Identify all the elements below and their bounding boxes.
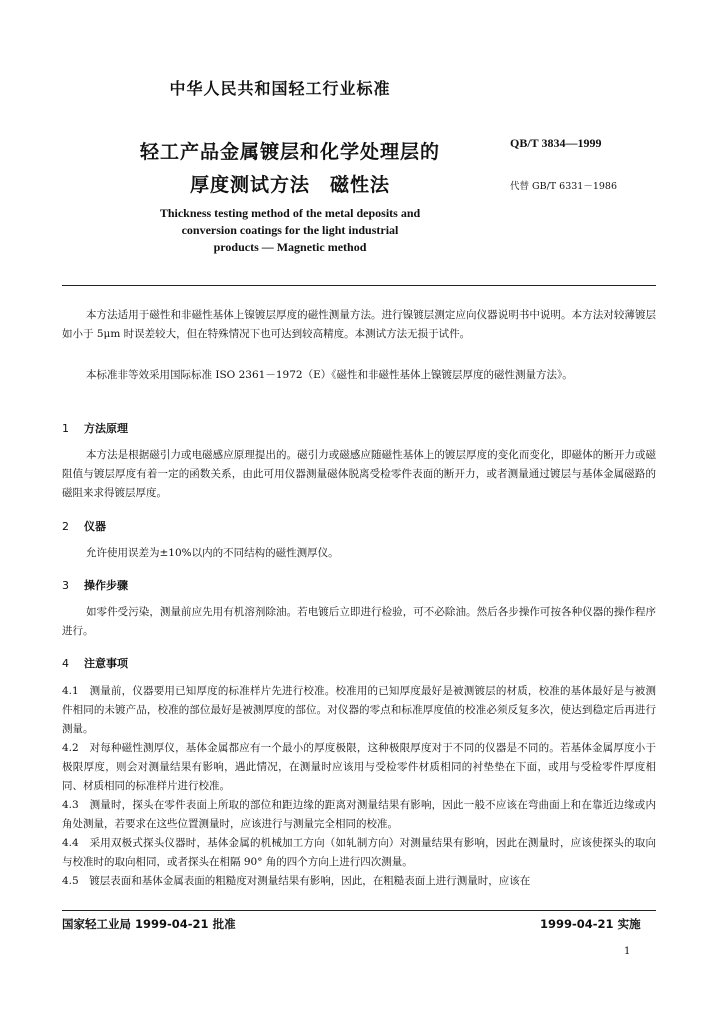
section-heading-3 xyxy=(62,577,128,593)
section-number: 2 xyxy=(62,520,69,533)
section-heading-2 xyxy=(62,518,106,534)
section-1-paragraph: 本方法是根据磁引力或电磁感应原理提出的。磁引力或磁感应随磁性基体上的镀层厚度的变化而变化，即磁体的断开力或磁阻值与镀层厚度有着一定的函数关系，由此可用仪器测量磁体脱离受检零件表面的断开力，或者测量通过镀层与基体金属磁路的磁阻来求得镀层厚度。 xyxy=(62,449,656,499)
intro-paragraph-2: 本标准非等效采用国际标准 ISO 2361－1972（E）《磁性和非磁性基体上镍镀层厚度的磁性测量方法》。 xyxy=(86,369,573,381)
section-heading-4 xyxy=(62,655,128,671)
english-title-line-1: Thickness testing method of the metal deposits and xyxy=(159,206,421,220)
footer-divider xyxy=(62,910,656,911)
section-number: 4 xyxy=(62,657,69,670)
section-title: 仪器 xyxy=(84,520,106,533)
header-divider xyxy=(62,285,656,286)
section-title: 操作步骤 xyxy=(84,579,128,592)
clause-4-3: 4.3 测量时，探头在零件表面上所取的部位和距边缘的距离对测量结果有影响，因此一般不应该在弯曲面上和在靠近边缘或内角处测量，若要求在这些位置测量时，应该进行与测量完全相同的校准。 xyxy=(62,799,656,830)
section-title: 方法原理 xyxy=(84,422,128,435)
clause-4-1: 4.1 测量前，仪器要用已知厚度的标准样片先进行校准。校准用的已知厚度最好是被测镀层的材质，校准的基体最好是与被测件相同的未镀产品，校准的部位最好是被测厚度的部位。对仪器的零点和标准厚度值的校准必须反复多次，使达到稳定后再进行测量。 xyxy=(62,685,656,735)
document-title-line-1: 轻工产品金属镀层和化学处理层的 xyxy=(139,141,440,163)
intro-paragraph-1: 本方法适用于磁性和非磁性基体上镍镀层厚度的磁性测量方法。进行镍镀层测定应向仪器说明书中说明。本方法对较薄镀层如小于 5μm 时误差较大，但在特殊情况下也可达到较高精度。本测试方法无损于试件。 xyxy=(62,309,656,340)
section-number: 3 xyxy=(62,579,69,592)
effective-date: 1999-04-21 实施 xyxy=(540,917,641,931)
page-number: 1 xyxy=(624,946,631,957)
section-heading-1 xyxy=(62,420,128,436)
replaces-standard: 代替 GB/T 6331－1986 xyxy=(510,181,618,192)
section-number: 1 xyxy=(62,422,69,435)
section-title: 注意事项 xyxy=(84,657,128,670)
english-title-line-2: conversion coatings for the light industrial xyxy=(181,223,399,237)
section-3-paragraph: 如零件受污染，测量前应先用有机溶剂除油。若电镀后立即进行检验，可不必除油。然后各步操作可按各种仪器的操作程序进行。 xyxy=(62,606,656,637)
standard-number: QB/T 3834—1999 xyxy=(510,136,602,150)
clause-4-2: 4.2 对每种磁性测厚仪，基体金属都应有一个最小的厚度极限，这种极限厚度对于不同的仪器是不同的。若基体金属厚度小于极限厚度，则会对测量结果有影响，遇此情况，在测量时应该用与受检零件材质相同的衬垫垫在下面，或用与受检零件厚度相同、材质相同的标准样片进行校准。 xyxy=(62,742,656,792)
clause-4-4: 4.4 采用双极式探头仪器时，基体金属的机械加工方向（如轧制方向）对测量结果有影响，因此在测量时，应该使探头的取向与校准时的取向相同，或者探头在相隔 90° 角的四个方向上进行四次测量。 xyxy=(62,837,656,868)
section-2-paragraph: 允许使用误差为±10%以内的不同结构的磁性测厚仪。 xyxy=(86,547,339,559)
issuing-organization: 中华人民共和国轻工行业标准 xyxy=(169,79,391,98)
approval-line: 国家轻工业局 1999-04-21 批准 xyxy=(62,917,236,931)
document-title-line-2: 厚度测试方法 磁性法 xyxy=(189,174,390,196)
clause-4-5: 4.5 镀层表面和基体金属表面的粗糙度对测量结果有影响，因此，在粗糙表面上进行测量时，应该在 xyxy=(62,875,531,887)
english-title-line-3: products — Magnetic method xyxy=(213,240,367,254)
